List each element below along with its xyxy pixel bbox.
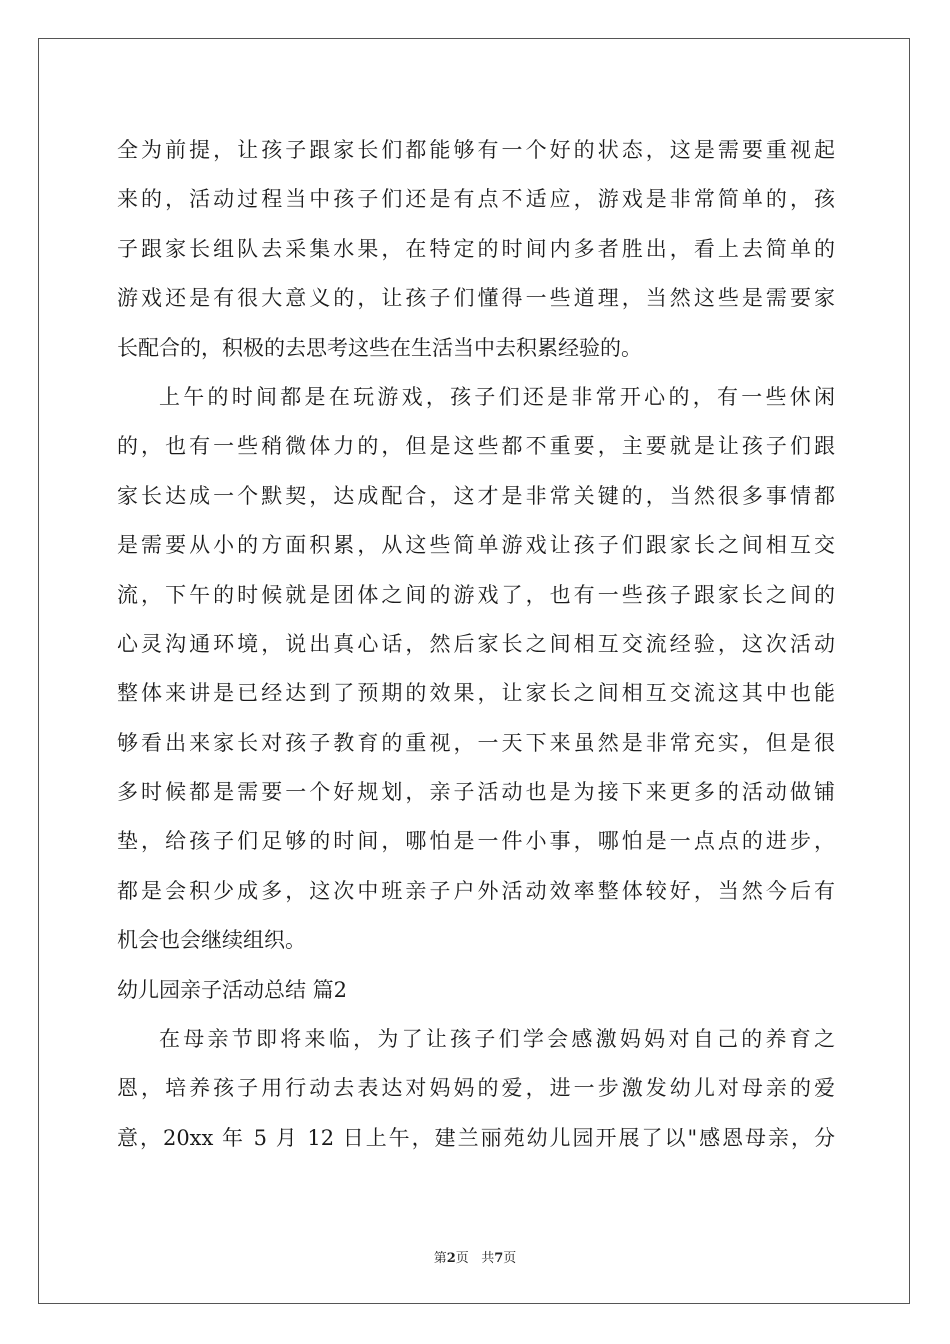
text-line: 的，也有一些稍微体力的，但是这些都不重要，主要就是让孩子们跟 [117,434,835,459]
paragraph-mothers-day [117,1015,835,1163]
text-line: 整体来讲是已经达到了预期的效果，让家长之间相互交流这其中也能 [117,681,835,706]
text-line: 多时候都是需要一个好规划，亲子活动也是为接下来更多的活动做铺 [117,780,835,805]
text-line: 上午的时间都是在玩游戏，孩子们还是非常开心的，有一些休闲 [159,384,835,409]
text-line: 家长达成一个默契，达成配合，这才是非常关键的，当然很多事情都 [117,483,835,508]
page-total-number: 7 [494,1251,504,1266]
text-line: 子跟家长组队去采集水果，在特定的时间内多者胜出，看上去简单的 [117,236,835,261]
text-line: 游戏还是有很大意义的，让孩子们懂得一些道理，当然这些是需要家 [117,286,835,311]
page-prefix: 第 [433,1251,447,1266]
page-current-number: 2 [446,1251,456,1266]
text-line: 在母亲节即将来临，为了让孩子们学会感激妈妈对自己的养育之 [159,1027,835,1052]
paragraph-continuation [117,126,835,373]
text-line: 垫，给孩子们足够的时间，哪怕是一件小事，哪怕是一点点的进步， [117,829,835,854]
text-line: 长配合的，积极的去思考这些在生活当中去积累经验的。 [117,335,642,360]
text-line: 够看出来家长对孩子教育的重视，一天下来虽然是非常充实，但是很 [117,730,835,755]
text-line: 机会也会继续组织。 [117,928,306,953]
page-suffix: 页 [503,1251,517,1266]
document-body [117,126,835,1163]
text-line: 全为前提，让孩子跟家长们都能够有一个好的状态，这是需要重视起 [117,138,835,162]
text-line: 流，下午的时候就是团体之间的游戏了，也有一些孩子跟家长之间的 [117,582,835,607]
text-line: 都是会积少成多，这次中班亲子户外活动效率整体较好，当然今后有 [117,878,835,903]
text-line: 心灵沟通环境，说出真心话，然后家长之间相互交流经验，这次活动 [117,631,835,656]
paragraph-morning-games [117,373,835,966]
page-footer [0,1247,950,1266]
text-line: 是需要从小的方面积累，从这些简单游戏让孩子们跟家长之间相互交 [117,533,835,558]
text-line: 意，20xx 年 5 月 12 日上午，建兰丽苑幼儿园开展了以"感恩母亲，分 [117,1125,835,1150]
section-heading: 幼儿园亲子活动总结 篇2 [117,977,348,1002]
page-mid-text: 页 共 [455,1251,495,1266]
text-line: 恩，培养孩子用行动去表达对妈妈的爱，进一步激发幼儿对母亲的爱 [117,1076,835,1101]
text-line: 来的，活动过程当中孩子们还是有点不适应，游戏是非常简单的，孩 [117,187,835,212]
